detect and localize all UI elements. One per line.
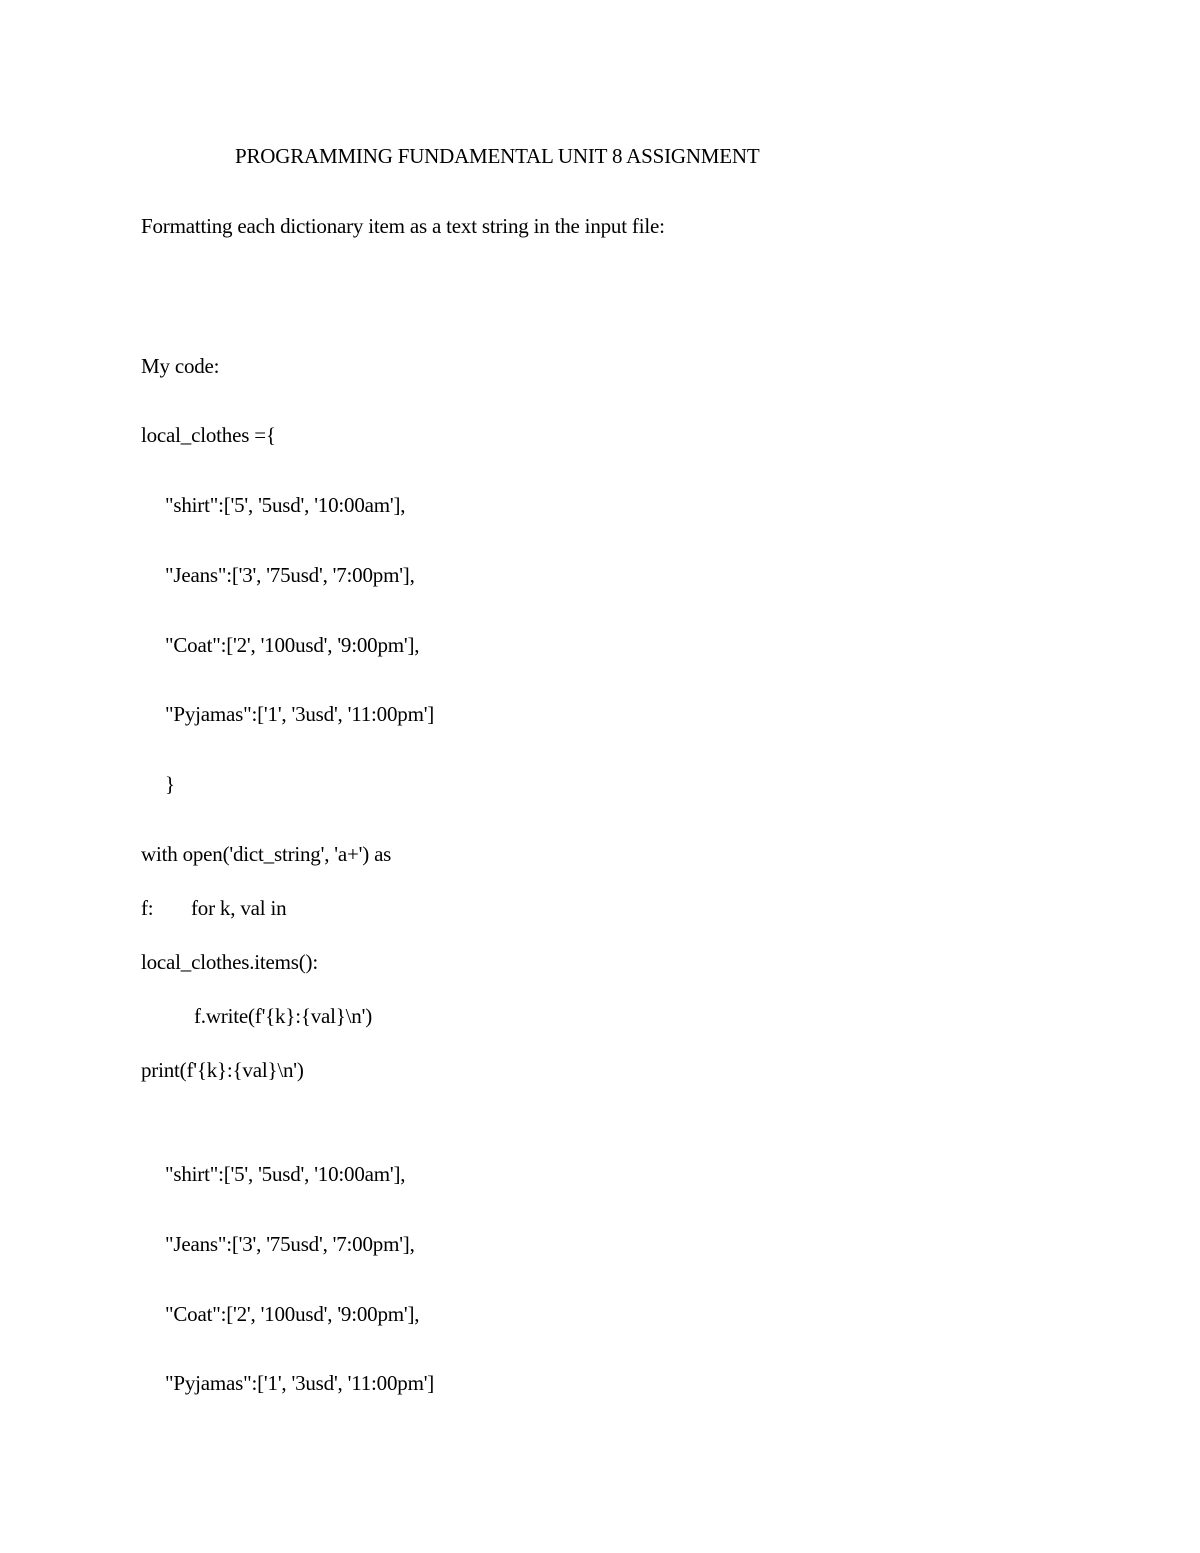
- document-title: PROGRAMMING FUNDAMENTAL UNIT 8 ASSIGNMENT: [235, 144, 760, 168]
- output-line: "shirt":['5', '5usd', '10:00am'],: [165, 1162, 406, 1186]
- code-label: My code:: [141, 354, 220, 378]
- code-line: }: [165, 772, 175, 796]
- code-line: print(f'{k}:{val}\n'): [141, 1058, 304, 1082]
- code-line: f.write(f'{k}:{val}\n'): [194, 1004, 372, 1028]
- output-line: "Coat":['2', '100usd', '9:00pm'],: [165, 1302, 420, 1326]
- code-line: with open('dict_string', 'a+') as: [141, 842, 392, 866]
- code-line: "Jeans":['3', '75usd', '7:00pm'],: [165, 563, 415, 587]
- output-line: "Jeans":['3', '75usd', '7:00pm'],: [165, 1232, 415, 1256]
- code-line: "shirt":['5', '5usd', '10:00am'],: [165, 493, 406, 517]
- output-line: "Pyjamas":['1', '3usd', '11:00pm']: [165, 1371, 435, 1395]
- code-line: local_clothes.items():: [141, 950, 318, 974]
- code-line: f:: [141, 896, 154, 920]
- code-line: "Coat":['2', '100usd', '9:00pm'],: [165, 633, 420, 657]
- code-line: for k, val in: [191, 896, 287, 920]
- intro-paragraph: Formatting each dictionary item as a text string in the input file:: [141, 214, 665, 238]
- code-line: local_clothes ={: [141, 423, 276, 447]
- code-line: "Pyjamas":['1', '3usd', '11:00pm']: [165, 702, 435, 726]
